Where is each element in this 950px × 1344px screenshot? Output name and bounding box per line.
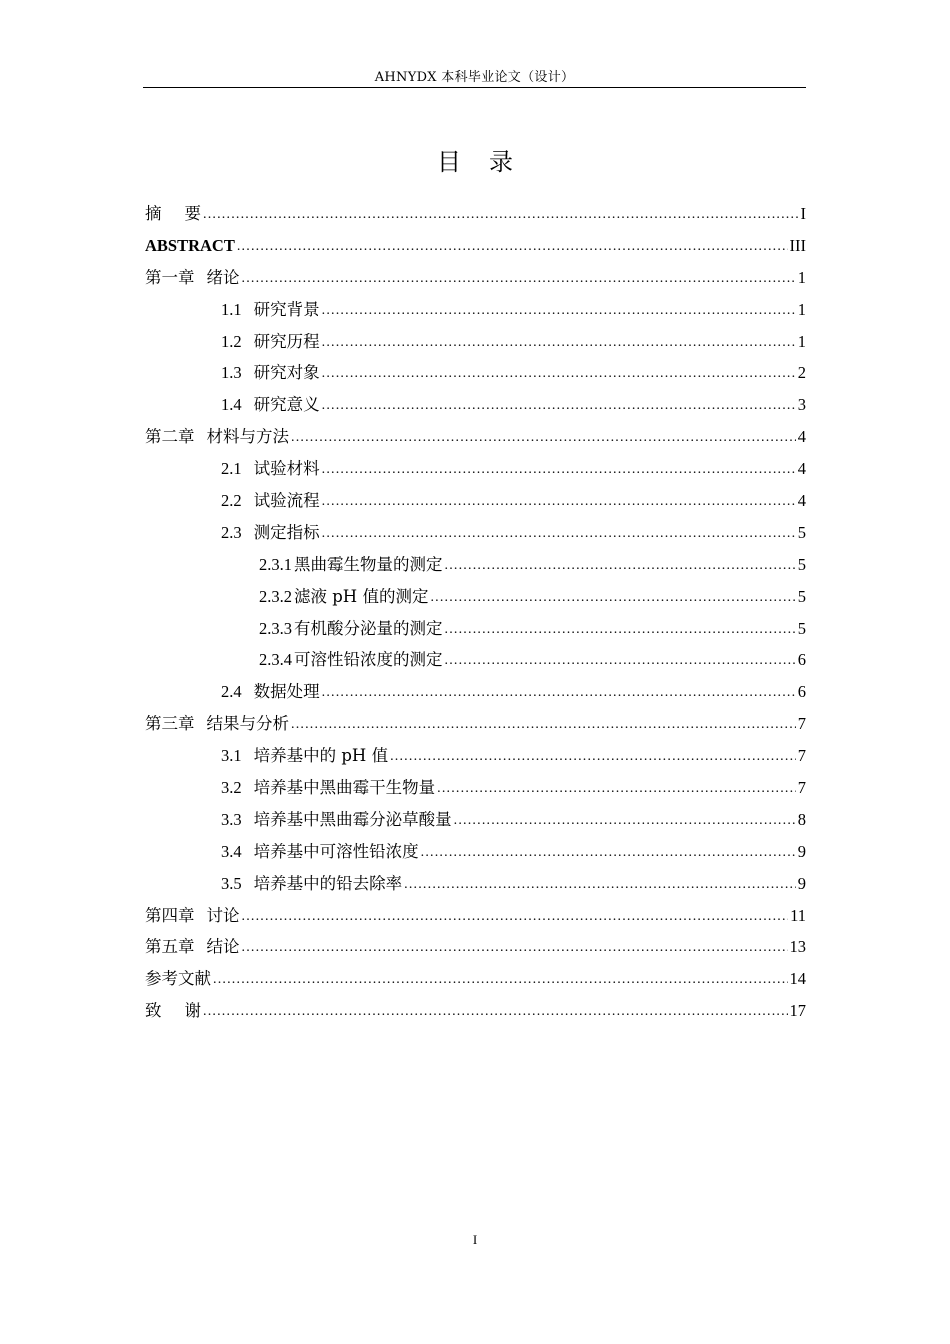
dot-leader	[445, 645, 796, 675]
dot-leader	[322, 390, 796, 420]
dot-leader	[322, 518, 796, 548]
toc-entry-2-3[interactable]	[145, 519, 806, 551]
dot-leader	[291, 709, 796, 739]
toc-label: 第一章 绪论	[145, 267, 240, 287]
toc-page-number: 7	[797, 778, 806, 798]
dot-leader	[322, 677, 796, 707]
toc-label: 1.4 研究意义	[221, 395, 320, 415]
toc-label: 摘要	[145, 204, 201, 223]
dot-leader	[445, 614, 796, 644]
toc-title: 目录	[437, 148, 541, 176]
toc-entry-1-1[interactable]	[145, 296, 806, 328]
dot-leader	[404, 869, 796, 899]
toc-label: 1.1 研究背景	[221, 299, 320, 319]
dot-leader	[203, 199, 799, 229]
table-of-contents	[145, 200, 806, 1029]
toc-label: 2.3.2 滤液 pH 值的测定	[259, 586, 429, 606]
toc-label: ABSTRACT	[145, 235, 235, 255]
toc-page-number: 6	[797, 682, 806, 702]
dot-leader	[213, 964, 788, 994]
dot-leader	[445, 550, 796, 580]
toc-entry-2-3-3[interactable]	[145, 615, 806, 647]
toc-entry-acknowledgements[interactable]	[145, 997, 806, 1029]
toc-page-number: 4	[797, 459, 806, 479]
toc-page-number: 5	[797, 522, 806, 542]
toc-page-number: 4	[797, 427, 806, 447]
page-number-footer: I	[472, 1232, 478, 1247]
toc-label: 3.3 培养基中黑曲霉分泌草酸量	[221, 809, 452, 829]
running-header: AHNYDX 本科毕业论文（设计）	[374, 70, 575, 85]
toc-entry-abstract-cn[interactable]	[145, 200, 806, 232]
dot-leader	[242, 932, 788, 962]
toc-entry-2-2[interactable]	[145, 487, 806, 519]
toc-entry-3-1[interactable]	[145, 742, 806, 774]
toc-page-number: 11	[790, 905, 806, 925]
toc-page-number: III	[789, 235, 806, 255]
toc-entry-3-3[interactable]	[145, 806, 806, 838]
toc-label: 2.4 数据处理	[221, 682, 320, 702]
toc-page-number: 5	[797, 586, 806, 606]
toc-label: 3.2 培养基中黑曲霉干生物量	[221, 778, 436, 798]
toc-page-number: 1	[797, 331, 806, 351]
toc-page-number: 13	[789, 937, 806, 957]
toc-page-number: 4	[797, 491, 806, 511]
toc-label: 第三章 结果与分析	[145, 714, 289, 734]
header-rule	[143, 87, 806, 88]
toc-entry-references[interactable]	[145, 965, 806, 997]
toc-entry-3-4[interactable]	[145, 838, 806, 870]
dot-leader	[291, 422, 796, 452]
toc-page-number: 8	[797, 809, 806, 829]
toc-entry-2-3-4[interactable]	[145, 646, 806, 678]
dot-leader	[322, 358, 796, 388]
toc-label: 1.2 研究历程	[221, 331, 320, 351]
toc-label: 3.5 培养基中的铅去除率	[221, 873, 403, 893]
dot-leader	[454, 805, 796, 835]
toc-page-number: 5	[797, 618, 806, 638]
dot-leader	[421, 837, 796, 867]
toc-label: 参考文献	[145, 969, 211, 989]
dot-leader	[242, 263, 796, 293]
toc-entry-1-4[interactable]	[145, 391, 806, 423]
toc-label: 3.4 培养基中可溶性铅浓度	[221, 841, 419, 861]
toc-label: 第五章 结论	[145, 937, 240, 957]
toc-label: 第二章 材料与方法	[145, 427, 289, 447]
dot-leader	[237, 231, 788, 261]
toc-label: 3.1 培养基中的 pH 值	[221, 746, 389, 766]
toc-page-number: 14	[789, 969, 806, 989]
toc-entry-3-2[interactable]	[145, 774, 806, 806]
dot-leader	[203, 996, 788, 1026]
dot-leader	[322, 327, 796, 357]
toc-page-number: 7	[797, 714, 806, 734]
toc-page-number: 3	[797, 395, 806, 415]
toc-entry-3-5[interactable]	[145, 870, 806, 902]
toc-entry-1-2[interactable]	[145, 328, 806, 360]
toc-entry-abstract-en[interactable]	[145, 232, 806, 264]
toc-page-number: 2	[797, 363, 806, 383]
toc-entry-chapter-4[interactable]	[145, 902, 806, 934]
toc-entry-1-3[interactable]	[145, 359, 806, 391]
dot-leader	[430, 582, 795, 612]
toc-entry-2-4[interactable]	[145, 678, 806, 710]
toc-page-number: 7	[797, 746, 806, 766]
toc-entry-2-1[interactable]	[145, 455, 806, 487]
toc-entry-chapter-1[interactable]	[145, 264, 806, 296]
toc-entry-chapter-3[interactable]	[145, 710, 806, 742]
toc-label: 2.1 试验材料	[221, 459, 320, 479]
dot-leader	[390, 741, 796, 771]
toc-entry-chapter-2[interactable]	[145, 423, 806, 455]
toc-label: 2.3.4 可溶性铅浓度的测定	[259, 650, 443, 670]
toc-label: 1.3 研究对象	[221, 363, 320, 383]
toc-label: 2.3 测定指标	[221, 522, 320, 542]
toc-label: 致谢	[145, 1001, 201, 1021]
dot-leader	[437, 773, 796, 803]
toc-page-number: 1	[797, 299, 806, 319]
dot-leader	[322, 295, 796, 325]
toc-label: 第四章 讨论	[145, 905, 240, 925]
toc-page-number: 5	[797, 554, 806, 574]
toc-page-number: 9	[797, 841, 806, 861]
toc-page-number: I	[800, 204, 806, 223]
toc-entry-chapter-5[interactable]	[145, 933, 806, 965]
dot-leader	[242, 901, 789, 931]
toc-page-number: 1	[797, 267, 806, 287]
toc-label: 2.3.3 有机酸分泌量的测定	[259, 618, 443, 638]
toc-entry-2-3-1[interactable]	[145, 551, 806, 583]
toc-page-number: 9	[797, 873, 806, 893]
toc-entry-2-3-2[interactable]	[145, 583, 806, 615]
toc-page-number: 17	[789, 1001, 806, 1021]
dot-leader	[322, 454, 796, 484]
toc-label: 2.2 试验流程	[221, 491, 320, 511]
toc-label: 2.3.1 黑曲霉生物量的测定	[259, 554, 443, 574]
toc-page-number: 6	[797, 650, 806, 670]
dot-leader	[322, 486, 796, 516]
